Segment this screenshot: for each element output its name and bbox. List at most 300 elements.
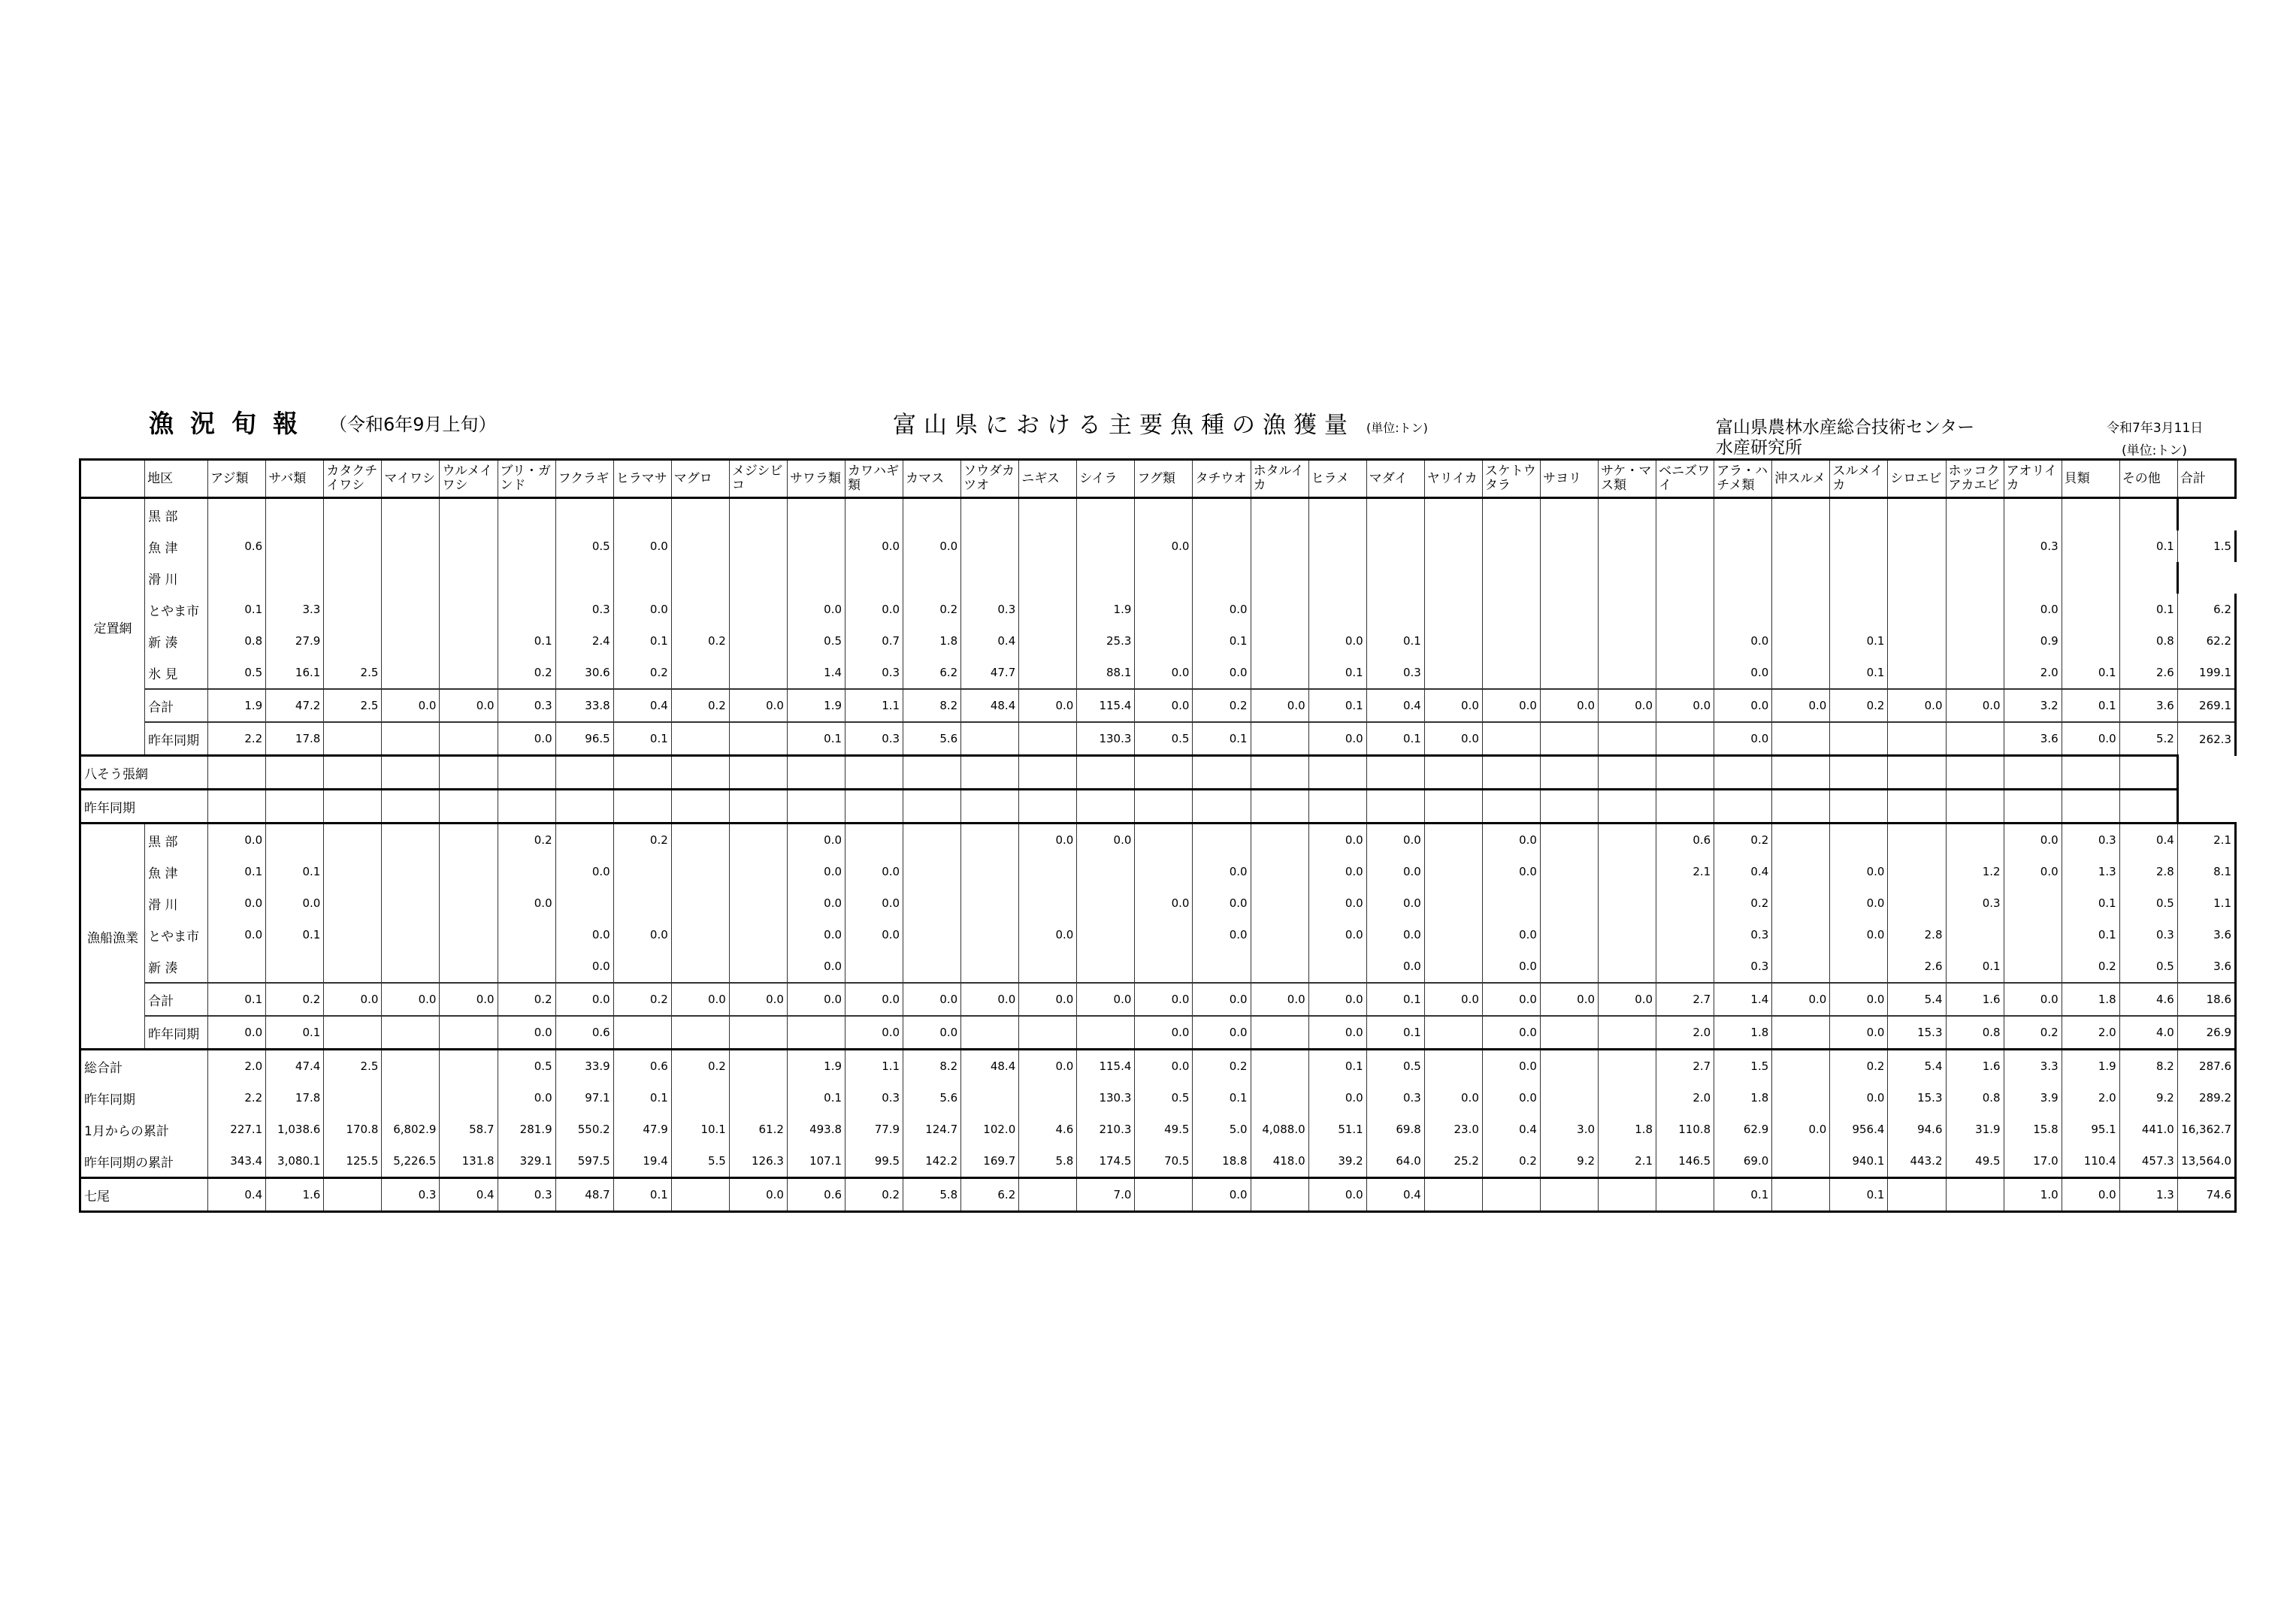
- data-cell: [1077, 498, 1135, 531]
- data-cell: [1424, 919, 1482, 951]
- data-cell: [1599, 1178, 1656, 1212]
- data-cell: 61.2: [729, 1114, 787, 1145]
- data-cell: 0.2: [498, 983, 555, 1016]
- data-cell: [382, 722, 440, 756]
- data-cell: [729, 790, 787, 824]
- data-cell: [845, 562, 903, 594]
- data-cell: [1772, 1050, 1830, 1083]
- data-cell: 0.0: [555, 983, 613, 1016]
- data-cell: 0.0: [2004, 824, 2062, 857]
- data-cell: [1888, 756, 1946, 790]
- table-row: [80, 657, 2236, 689]
- data-cell: [440, 756, 498, 790]
- data-cell: 493.8: [787, 1114, 845, 1145]
- data-cell: [498, 756, 555, 790]
- data-cell: [498, 530, 555, 562]
- data-cell: 0.8: [1946, 1082, 2004, 1114]
- row-label: 昨年同期: [80, 790, 208, 824]
- data-cell: 0.0: [440, 983, 498, 1016]
- data-cell: 174.5: [1077, 1145, 1135, 1178]
- data-cell: [961, 790, 1019, 824]
- data-cell: 0.0: [1714, 722, 1772, 756]
- group-label: 定置網: [80, 498, 145, 756]
- data-cell: [1656, 530, 1714, 562]
- data-cell: 0.0: [1308, 887, 1366, 919]
- data-cell: [1366, 756, 1424, 790]
- data-cell: [1482, 887, 1540, 919]
- data-cell: 0.8: [1946, 1016, 2004, 1050]
- data-cell: [1772, 887, 1830, 919]
- data-cell: 0.0: [1888, 689, 1946, 722]
- data-cell: 0.4: [1714, 856, 1772, 887]
- data-cell: 49.5: [1135, 1114, 1193, 1145]
- row-label: 総合計: [80, 1050, 208, 1083]
- data-cell: [2004, 951, 2062, 983]
- data-cell: [903, 562, 961, 594]
- row-label: 昨年同期の累計: [80, 1145, 208, 1178]
- data-cell: 0.0: [1482, 951, 1540, 983]
- data-cell: [440, 856, 498, 887]
- data-cell: [382, 856, 440, 887]
- data-cell: 0.1: [787, 722, 845, 756]
- data-cell: [961, 1016, 1019, 1050]
- data-cell: [498, 790, 555, 824]
- data-cell: 0.2: [1482, 1145, 1540, 1178]
- data-cell: 0.0: [845, 530, 903, 562]
- column-header: フグ類: [1135, 460, 1193, 498]
- data-cell: 0.0: [382, 983, 440, 1016]
- data-cell: 0.2: [845, 1178, 903, 1212]
- column-header: ヒラメ: [1308, 460, 1366, 498]
- data-cell: 10.1: [671, 1114, 729, 1145]
- data-cell: [1599, 790, 1656, 824]
- data-cell: 1.9: [208, 689, 266, 722]
- data-cell: 0.2: [1193, 689, 1251, 722]
- data-cell: [2004, 919, 2062, 951]
- data-cell: [729, 919, 787, 951]
- data-cell: [729, 562, 787, 594]
- row-label: 1月からの累計: [80, 1114, 208, 1145]
- data-cell: [903, 919, 961, 951]
- data-cell: 2.1: [1599, 1145, 1656, 1178]
- group-label: 漁船漁業: [80, 824, 145, 1050]
- data-cell: [1599, 1050, 1656, 1083]
- data-cell: 25.3: [1077, 625, 1135, 657]
- data-cell: [1540, 657, 1598, 689]
- data-cell: [1772, 498, 1830, 531]
- data-cell: [787, 756, 845, 790]
- data-cell: [324, 594, 382, 625]
- data-cell: [1135, 562, 1193, 594]
- data-cell: [208, 790, 266, 824]
- area-label: 魚 津: [145, 856, 208, 887]
- data-cell: [671, 498, 729, 531]
- data-cell: 1.2: [1946, 856, 2004, 887]
- data-cell: [1193, 824, 1251, 857]
- data-cell: [440, 562, 498, 594]
- data-cell: [729, 625, 787, 657]
- data-cell: [1193, 562, 1251, 594]
- data-cell: [787, 562, 845, 594]
- data-cell: [1830, 756, 1888, 790]
- data-cell: 0.0: [1366, 887, 1424, 919]
- data-cell: 26.9: [2177, 1016, 2235, 1050]
- data-cell: [729, 887, 787, 919]
- data-cell: [440, 824, 498, 857]
- table-row: [80, 498, 2236, 531]
- data-cell: 0.0: [498, 1016, 555, 1050]
- data-cell: 0.0: [382, 689, 440, 722]
- data-cell: [1308, 562, 1366, 594]
- data-cell: 0.0: [208, 824, 266, 857]
- data-cell: 95.1: [2062, 1114, 2119, 1145]
- data-cell: [671, 657, 729, 689]
- data-cell: 2.2: [208, 722, 266, 756]
- data-cell: 2.0: [2062, 1016, 2119, 1050]
- data-cell: 0.5: [498, 1050, 555, 1083]
- data-cell: 0.0: [1366, 951, 1424, 983]
- data-cell: 8.1: [2177, 856, 2235, 887]
- data-cell: [1424, 856, 1482, 887]
- data-cell: [1424, 530, 1482, 562]
- column-header: その他: [2119, 460, 2177, 498]
- data-cell: 0.1: [1308, 689, 1366, 722]
- data-cell: 0.8: [208, 625, 266, 657]
- data-cell: [1772, 562, 1830, 594]
- data-cell: 0.2: [1830, 689, 1888, 722]
- data-cell: [555, 824, 613, 857]
- data-cell: 0.0: [1366, 856, 1424, 887]
- data-cell: [324, 1082, 382, 1114]
- data-cell: [1308, 790, 1366, 824]
- table-row: [80, 689, 2236, 722]
- column-header: フクラギ: [555, 460, 613, 498]
- data-cell: [1540, 887, 1598, 919]
- data-cell: 0.1: [1366, 983, 1424, 1016]
- data-cell: [1308, 530, 1366, 562]
- data-cell: [382, 1082, 440, 1114]
- data-cell: [440, 594, 498, 625]
- data-cell: [1772, 951, 1830, 983]
- data-cell: [1656, 951, 1714, 983]
- data-cell: 0.0: [1366, 919, 1424, 951]
- area-label: 氷 見: [145, 657, 208, 689]
- data-cell: [1946, 756, 2004, 790]
- data-cell: [1482, 498, 1540, 531]
- data-cell: 0.0: [1540, 983, 1598, 1016]
- data-cell: 0.5: [555, 530, 613, 562]
- data-cell: [440, 919, 498, 951]
- data-cell: 0.5: [1135, 1082, 1193, 1114]
- data-cell: [1888, 722, 1946, 756]
- data-cell: [961, 856, 1019, 887]
- table-row: [80, 756, 2236, 790]
- data-cell: [1135, 1178, 1193, 1212]
- data-cell: [729, 951, 787, 983]
- data-cell: [1251, 887, 1308, 919]
- table-row: [80, 1082, 2236, 1114]
- data-cell: 0.0: [613, 530, 671, 562]
- data-cell: 289.2: [2177, 1082, 2235, 1114]
- data-cell: 0.0: [845, 1016, 903, 1050]
- data-cell: 0.1: [2119, 594, 2177, 625]
- column-header: 貝類: [2062, 460, 2119, 498]
- data-cell: [613, 498, 671, 531]
- data-cell: 0.0: [2062, 1178, 2119, 1212]
- data-cell: 0.0: [1193, 594, 1251, 625]
- data-cell: [1135, 498, 1193, 531]
- data-cell: 125.5: [324, 1145, 382, 1178]
- data-cell: 102.0: [961, 1114, 1019, 1145]
- data-cell: [382, 625, 440, 657]
- data-cell: [1656, 498, 1714, 531]
- data-cell: 0.2: [613, 657, 671, 689]
- column-header: ブリ・ガンド: [498, 460, 555, 498]
- data-cell: [1019, 562, 1077, 594]
- data-cell: 0.0: [845, 594, 903, 625]
- data-cell: 0.6: [555, 1016, 613, 1050]
- unit-note: (単位:トン): [2122, 443, 2187, 458]
- data-cell: [324, 856, 382, 887]
- data-cell: 0.3: [1714, 919, 1772, 951]
- data-cell: 0.0: [1077, 983, 1135, 1016]
- data-cell: [1019, 498, 1077, 531]
- data-cell: [1772, 856, 1830, 887]
- data-cell: [671, 951, 729, 983]
- data-cell: 170.8: [324, 1114, 382, 1145]
- data-cell: 1.9: [787, 1050, 845, 1083]
- data-cell: [1714, 562, 1772, 594]
- column-header: カタクチイワシ: [324, 460, 382, 498]
- data-cell: [440, 951, 498, 983]
- data-cell: 5.6: [903, 1082, 961, 1114]
- data-cell: 0.0: [1193, 1016, 1251, 1050]
- data-cell: 69.8: [1366, 1114, 1424, 1145]
- data-cell: 0.0: [729, 983, 787, 1016]
- data-cell: [1251, 1178, 1308, 1212]
- data-cell: 597.5: [555, 1145, 613, 1178]
- data-cell: 0.0: [2062, 722, 2119, 756]
- data-cell: [671, 722, 729, 756]
- data-cell: [1019, 887, 1077, 919]
- data-cell: [1424, 1050, 1482, 1083]
- data-cell: [1540, 1050, 1598, 1083]
- data-cell: 0.6: [613, 1050, 671, 1083]
- data-cell: 62.9: [1714, 1114, 1772, 1145]
- data-cell: 0.0: [1308, 983, 1366, 1016]
- report-date: 令和7年3月11日: [2107, 421, 2204, 436]
- data-cell: 4.0: [2119, 1016, 2177, 1050]
- data-cell: [1599, 657, 1656, 689]
- data-cell: 6,802.9: [382, 1114, 440, 1145]
- data-cell: 9.2: [2119, 1082, 2177, 1114]
- data-cell: 0.0: [1656, 689, 1714, 722]
- data-cell: 3.9: [2004, 1082, 2062, 1114]
- data-cell: 124.7: [903, 1114, 961, 1145]
- data-cell: [324, 1016, 382, 1050]
- data-cell: [1077, 887, 1135, 919]
- data-cell: 15.8: [2004, 1114, 2062, 1145]
- data-cell: 0.4: [2119, 824, 2177, 857]
- data-cell: 3.0: [1540, 1114, 1598, 1145]
- data-cell: 550.2: [555, 1114, 613, 1145]
- data-cell: 0.5: [1135, 722, 1193, 756]
- column-header: タチウオ: [1193, 460, 1251, 498]
- data-cell: [1251, 594, 1308, 625]
- data-cell: 0.3: [498, 1178, 555, 1212]
- data-cell: [1308, 756, 1366, 790]
- data-cell: 0.0: [787, 856, 845, 887]
- data-cell: [1540, 824, 1598, 857]
- data-cell: [498, 951, 555, 983]
- data-cell: [1482, 1178, 1540, 1212]
- data-cell: [1599, 562, 1656, 594]
- data-cell: [1946, 657, 2004, 689]
- data-cell: [498, 919, 555, 951]
- data-cell: 4.6: [2119, 983, 2177, 1016]
- data-cell: [961, 1082, 1019, 1114]
- data-cell: 0.0: [1714, 657, 1772, 689]
- data-cell: 418.0: [1251, 1145, 1308, 1178]
- data-cell: 115.4: [1077, 1050, 1135, 1083]
- data-cell: [324, 498, 382, 531]
- data-cell: 2.0: [208, 1050, 266, 1083]
- data-cell: 0.5: [2119, 951, 2177, 983]
- data-cell: [1482, 625, 1540, 657]
- area-label: 昨年同期: [145, 1016, 208, 1050]
- data-cell: [1599, 951, 1656, 983]
- data-cell: [382, 562, 440, 594]
- data-cell: 96.5: [555, 722, 613, 756]
- data-cell: [1888, 790, 1946, 824]
- data-cell: 2.0: [1656, 1016, 1714, 1050]
- data-cell: [903, 887, 961, 919]
- data-cell: [1366, 562, 1424, 594]
- data-cell: 0.2: [266, 983, 324, 1016]
- data-cell: 130.3: [1077, 722, 1135, 756]
- column-header: ホッコクアカエビ: [1946, 460, 2004, 498]
- data-cell: 0.2: [671, 1050, 729, 1083]
- data-cell: 0.0: [787, 887, 845, 919]
- column-header: サワラ類: [787, 460, 845, 498]
- data-cell: [613, 756, 671, 790]
- data-cell: 0.0: [1019, 689, 1077, 722]
- data-cell: [671, 824, 729, 857]
- data-cell: 0.3: [2004, 530, 2062, 562]
- data-cell: 0.2: [498, 824, 555, 857]
- data-cell: 5.8: [903, 1178, 961, 1212]
- data-cell: 0.0: [1482, 824, 1540, 857]
- data-cell: [555, 790, 613, 824]
- data-cell: 0.0: [1193, 1178, 1251, 1212]
- data-cell: [1366, 530, 1424, 562]
- data-cell: 110.8: [1656, 1114, 1714, 1145]
- data-cell: [266, 562, 324, 594]
- data-cell: 8.2: [903, 689, 961, 722]
- data-cell: 15.3: [1888, 1016, 1946, 1050]
- data-cell: 2.1: [1656, 856, 1714, 887]
- data-cell: [961, 919, 1019, 951]
- area-label: 滑 川: [145, 562, 208, 594]
- data-cell: [1540, 919, 1598, 951]
- data-cell: [1251, 856, 1308, 887]
- data-cell: [1077, 1016, 1135, 1050]
- data-cell: [1656, 657, 1714, 689]
- data-cell: [1772, 1082, 1830, 1114]
- data-cell: 2.5: [324, 657, 382, 689]
- data-cell: [1599, 594, 1656, 625]
- data-cell: 0.0: [1193, 657, 1251, 689]
- data-cell: 7.0: [1077, 1178, 1135, 1212]
- data-cell: 3.6: [2004, 722, 2062, 756]
- data-cell: 0.0: [1019, 919, 1077, 951]
- data-cell: [324, 824, 382, 857]
- data-cell: 0.0: [1830, 1082, 1888, 1114]
- data-cell: [324, 722, 382, 756]
- data-cell: [2062, 530, 2119, 562]
- data-cell: 3.6: [2177, 919, 2235, 951]
- data-cell: [1772, 1145, 1830, 1178]
- data-cell: 0.6: [1656, 824, 1714, 857]
- data-cell: [729, 657, 787, 689]
- data-cell: 0.1: [1308, 657, 1366, 689]
- data-cell: 6.2: [961, 1178, 1019, 1212]
- data-cell: 2.0: [2062, 1082, 2119, 1114]
- data-cell: 0.3: [498, 689, 555, 722]
- data-cell: 0.1: [1193, 1082, 1251, 1114]
- data-cell: 0.0: [1193, 856, 1251, 887]
- data-cell: 0.2: [2004, 1016, 2062, 1050]
- data-cell: [440, 625, 498, 657]
- data-cell: 1.3: [2119, 1178, 2177, 1212]
- data-cell: [1019, 625, 1077, 657]
- data-cell: 0.1: [266, 856, 324, 887]
- data-cell: 227.1: [208, 1114, 266, 1145]
- data-cell: 2.2: [208, 1082, 266, 1114]
- data-cell: [1251, 530, 1308, 562]
- data-cell: [1482, 722, 1540, 756]
- column-header: マグロ: [671, 460, 729, 498]
- area-label: とやま市: [145, 919, 208, 951]
- data-cell: [1888, 498, 1946, 531]
- data-cell: 0.0: [1599, 983, 1656, 1016]
- data-cell: 0.3: [555, 594, 613, 625]
- data-cell: 1.9: [1077, 594, 1135, 625]
- data-cell: [1135, 951, 1193, 983]
- table-row: [80, 919, 2236, 951]
- data-cell: [1830, 790, 1888, 824]
- data-cell: 2.4: [555, 625, 613, 657]
- data-cell: [845, 498, 903, 531]
- data-cell: 0.0: [1077, 824, 1135, 857]
- data-cell: 1.0: [2004, 1178, 2062, 1212]
- data-cell: [208, 756, 266, 790]
- data-cell: [1135, 824, 1193, 857]
- data-cell: [671, 790, 729, 824]
- data-cell: [1540, 1178, 1598, 1212]
- data-cell: 88.1: [1077, 657, 1135, 689]
- data-cell: 0.0: [1830, 1016, 1888, 1050]
- data-cell: 6.2: [903, 657, 961, 689]
- data-cell: 956.4: [1830, 1114, 1888, 1145]
- data-cell: [903, 498, 961, 531]
- data-cell: 1.1: [845, 1050, 903, 1083]
- data-cell: 97.1: [555, 1082, 613, 1114]
- data-cell: [440, 887, 498, 919]
- data-cell: 1.5: [2177, 530, 2235, 562]
- data-cell: 281.9: [498, 1114, 555, 1145]
- table-row: [80, 562, 2236, 594]
